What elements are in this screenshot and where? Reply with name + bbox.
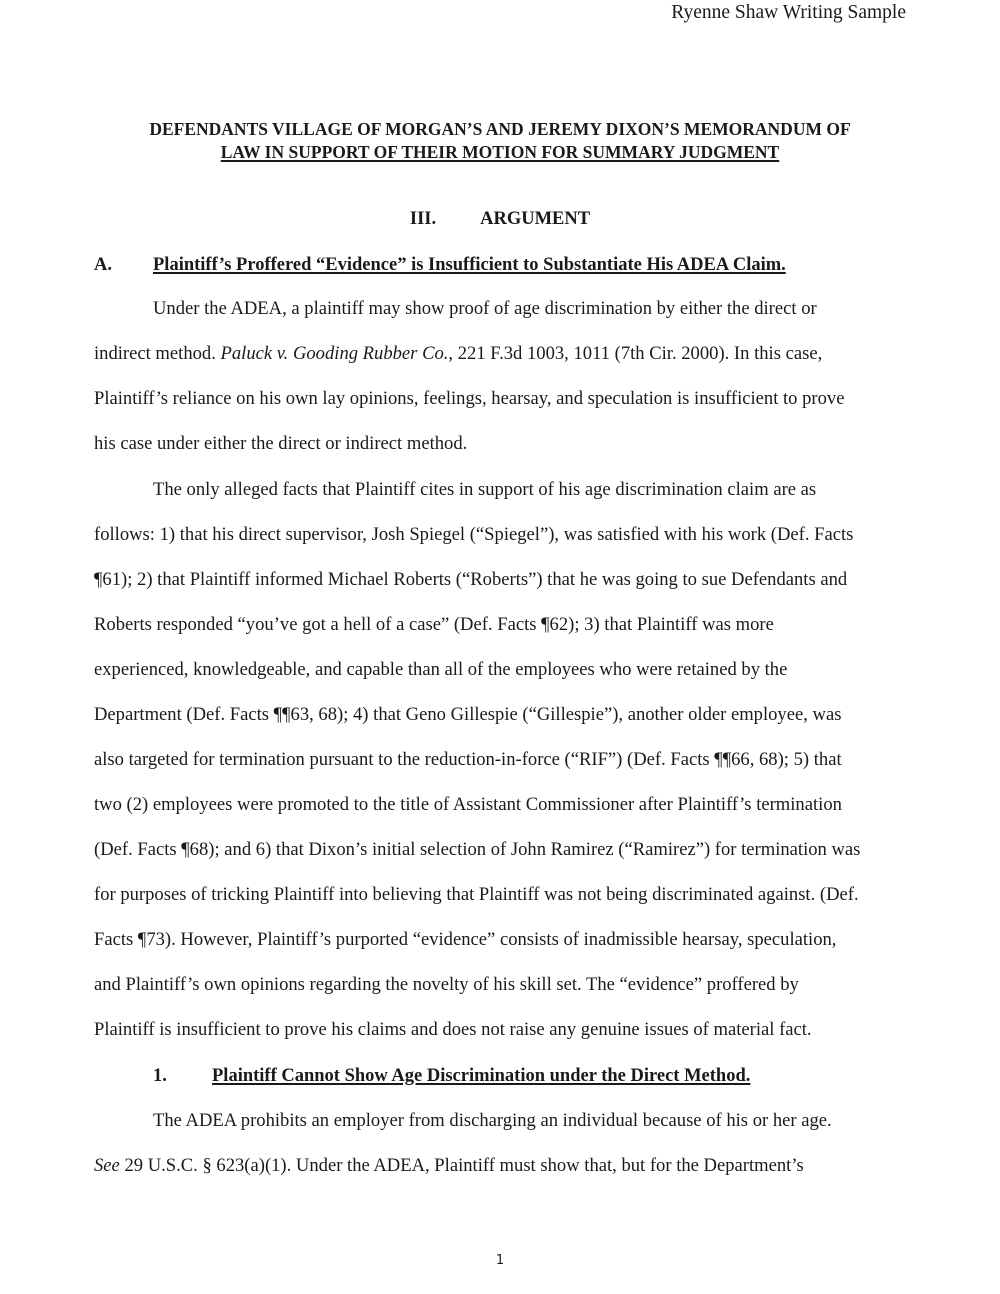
- section-heading-argument: [0, 207, 1000, 231]
- paragraph-1-line-2-post: , 221 F.3d 1003, 1011 (7th Cir. 2000). In this case,: [448, 343, 823, 364]
- paragraph-2-line-2: follows: 1) that his direct supervisor, Josh Spiegel (“Spiegel”), was satisfied with his work (Def. Facts: [94, 524, 854, 545]
- writing-sample-header: Ryenne Shaw Writing Sample: [671, 2, 906, 23]
- paragraph-1-line-3: Plaintiff’s reliance on his own lay opinions, feelings, hearsay, and speculation is insufficient to prove: [94, 388, 845, 409]
- paragraph-3-line-2-post: 29 U.S.C. § 623(a)(1). Under the ADEA, Plaintiff must show that, but for the Department’s: [119, 1155, 804, 1176]
- paragraph-3-line-2: [94, 1154, 804, 1178]
- subsection-1-label: 1.: [153, 1066, 167, 1086]
- paragraph-2-line-7: also targeted for termination pursuant to the reduction-in-force (“RIF”) (Def. Facts ¶¶66, 68); 5) that: [94, 749, 842, 770]
- paragraph-2-line-10: for purposes of tricking Plaintiff into believing that Plaintiff was not being discriminated against. (Def.: [94, 884, 859, 905]
- page-number: 1: [495, 1253, 505, 1268]
- paragraph-3-line-1: The ADEA prohibits an employer from discharging an individual because of his or her age.: [153, 1110, 832, 1131]
- paragraph-1-line-2-pre: indirect method.: [94, 343, 221, 364]
- paragraph-1-line-1: Under the ADEA, a plaintiff may show proof of age discrimination by either the direct or: [153, 298, 817, 319]
- paragraph-2-line-1: The only alleged facts that Plaintiff cites in support of his age discrimination claim are as: [153, 479, 817, 500]
- paragraph-2-line-5: experienced, knowledgeable, and capable than all of the employees who were retained by the: [94, 659, 788, 680]
- memorandum-title-line-2: [90, 141, 910, 163]
- section-number: III.: [409, 209, 437, 229]
- subsection-1-title: Plaintiff Cannot Show Age Discrimination under the Direct Method.: [212, 1066, 751, 1086]
- memorandum-title-line-1: DEFENDANTS VILLAGE OF MORGAN’S AND JEREMY DIXON’S MEMORANDUM OF: [149, 119, 851, 139]
- subsection-a-label: A.: [94, 255, 112, 275]
- section-title: ARGUMENT: [480, 209, 591, 229]
- paragraph-1-line-4: his case under either the direct or indirect method.: [94, 433, 468, 454]
- paragraph-2-line-9: (Def. Facts ¶68); and 6) that Dixon’s initial selection of John Ramirez (“Ramirez”) for termination was: [94, 839, 861, 860]
- paragraph-1-line-2: [94, 342, 822, 366]
- case-citation-paluck: Paluck v. Gooding Rubber Co.: [220, 343, 449, 364]
- paragraph-2-line-12: and Plaintiff’s own opinions regarding the novelty of his skill set. The “evidence” proffered by: [94, 974, 799, 995]
- paragraph-2-line-4: Roberts responded “you’ve got a hell of a case” (Def. Facts ¶62); 3) that Plaintiff was more: [94, 614, 774, 635]
- paragraph-2-line-8: two (2) employees were promoted to the title of Assistant Commissioner after Plaintiff’s termination: [94, 794, 842, 815]
- paragraph-2-line-6: Department (Def. Facts ¶¶63, 68); 4) that Geno Gillespie (“Gillespie”), another older employee, was: [94, 704, 842, 725]
- paragraph-2-line-3: ¶61); 2) that Plaintiff informed Michael Roberts (“Roberts”) that he was going to sue Defendants and: [94, 569, 848, 590]
- memorandum-title-line-2-text: LAW IN SUPPORT OF THEIR MOTION FOR SUMMARY JUDGMENT: [220, 142, 780, 162]
- citation-signal-see: See: [94, 1155, 120, 1176]
- subsection-a-title: Plaintiff’s Proffered “Evidence” is Insufficient to Substantiate His ADEA Claim.: [153, 255, 786, 275]
- paragraph-2-line-11: Facts ¶73). However, Plaintiff’s purported “evidence” consists of inadmissible hearsay, speculation,: [94, 929, 837, 950]
- paragraph-2-line-13: Plaintiff is insufficient to prove his claims and does not raise any genuine issues of material fact.: [94, 1019, 812, 1040]
